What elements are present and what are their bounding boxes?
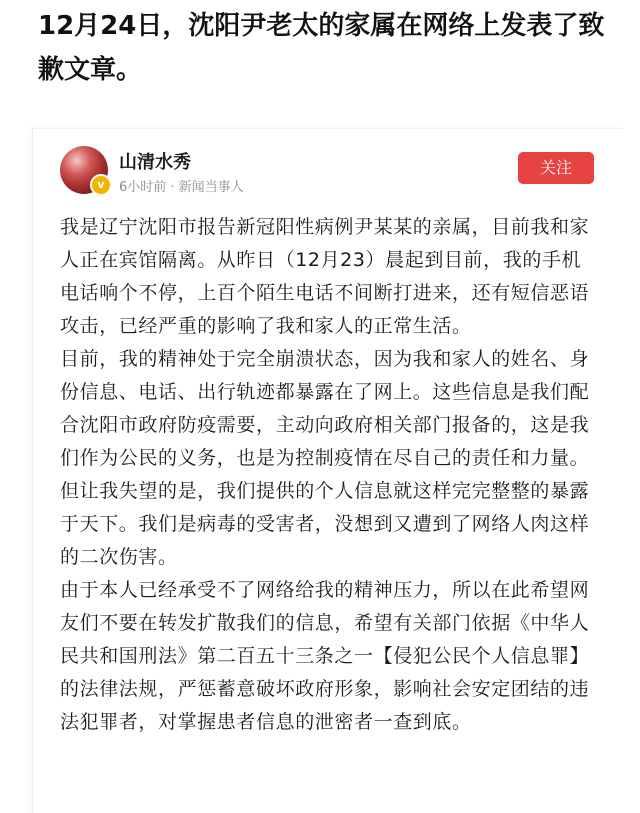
article-paragraph: 目前，我的精神处于完全崩溃状态，因为我和家人的姓名、身份信息、电话、出行轨迹都暴露在了网上。这些信息是我们配合沈阳市政府防疫需要，主动向政府相关部门报备的，这是我们作为公民的义务，也是为控制疫情在尽自己的责任和力量。 <box>60 348 590 469</box>
article-paragraph: 由于本人已经承受不了网络给我的精神压力，所以在此希望网友们不要在转发扩散我们的信息，希望有关部门依据《中华人民共和国刑法》第二百五十三条之一【侵犯公民个人信息罪】的法律法规，严惩蓄意破坏政府形象，影响社会安定团结的违法犯罪者，对掌握患者信息的泄密者一查到底。 <box>60 579 590 733</box>
author-name[interactable]: 山清水秀 <box>119 152 191 173</box>
article-paragraph: 我是辽宁沈阳市报告新冠阳性病例尹某某的亲属，目前我和家人正在宾馆隔离。从昨日（12月23）晨起到目前，我的手机电话响个不停，上百个陌生电话不间断打进来，还有短信恶语攻击，已经严重的影响了我和家人的正常生活。 <box>60 216 590 337</box>
verified-badge-icon: v <box>90 174 112 196</box>
article-body <box>60 211 600 739</box>
post-card <box>32 128 623 813</box>
article-paragraph: 但让我失望的是，我们提供的个人信息就这样完完整整的暴露于天下。我们是病毒的受害者，没想到又遭到了网络人肉这样的二次伤害。 <box>60 480 590 568</box>
follow-button[interactable]: 关注 <box>518 152 594 184</box>
headline: 12月24日，沈阳尹老太的家属在网络上发表了致歉文章。 <box>38 11 605 85</box>
avatar[interactable] <box>60 146 108 194</box>
post-meta: 6小时前 · 新闻当事人 <box>119 180 244 195</box>
